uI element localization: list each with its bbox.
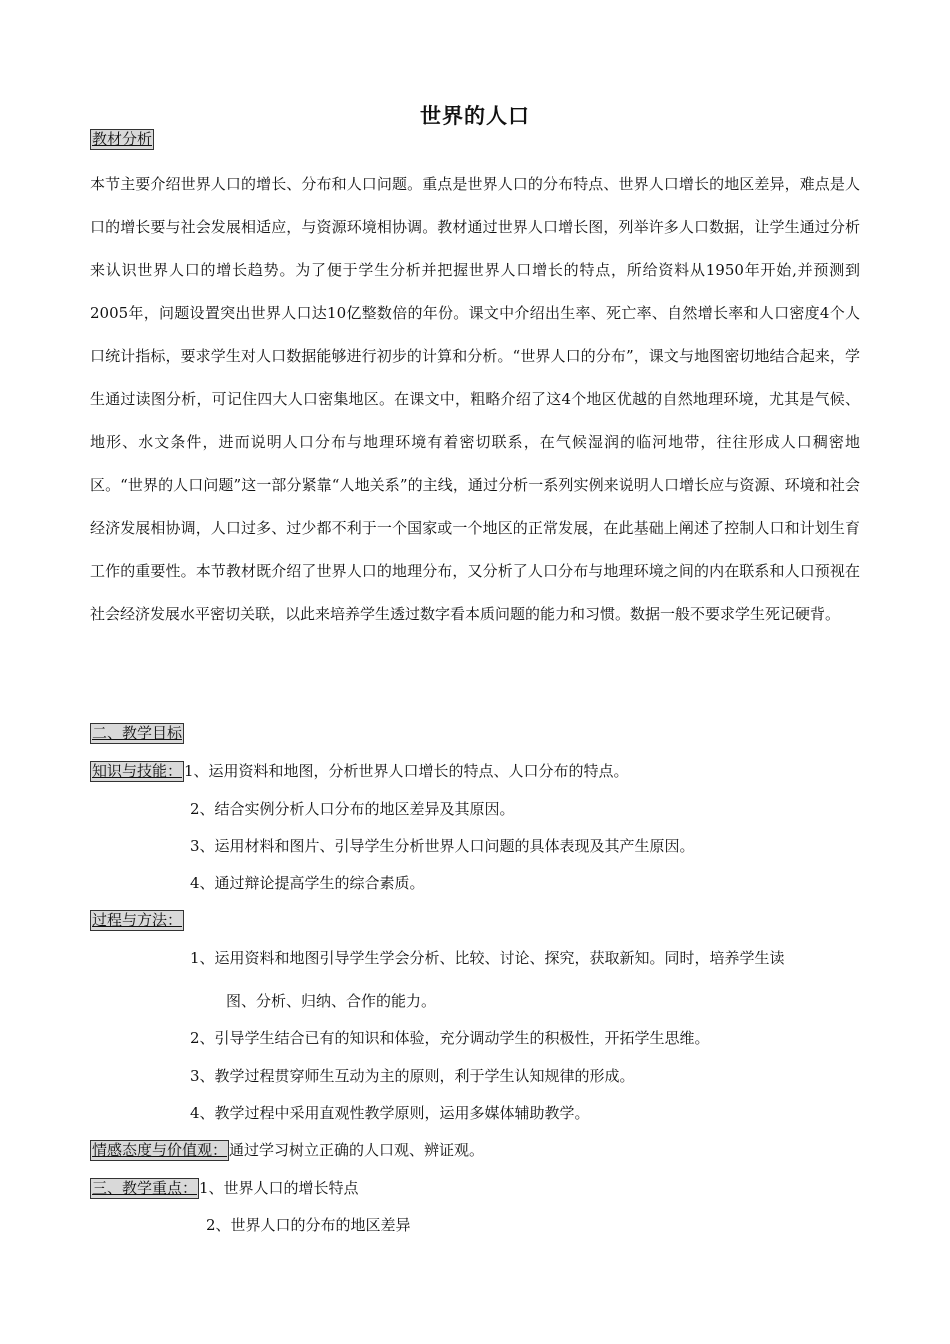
teaching-focus-row [90,1178,359,1199]
knowledge-skills-row [90,761,629,782]
list-item: 3、运用材料和图片、引导学生分析世界人口问题的具体表现及其产生原因。 [190,837,695,855]
section-heading-teaching-goals [90,723,184,744]
teaching-focus-label: 三、教学重点： [92,1179,198,1197]
attitude-values-row [90,1140,484,1161]
process-methods-heading [90,910,184,931]
list-item: 1、世界人口的增长特点 [199,1179,359,1197]
list-item: 4、通过辩论提高学生的综合素质。 [190,874,425,892]
process-methods-label: 过程与方法： [92,911,183,929]
heading-label: 二、教学目标 [92,724,183,742]
list-item: 2、引导学生结合已有的知识和体验，充分调动学生的积极性，开拓学生思维。 [190,1029,710,1047]
textbook-analysis-paragraph: 本节主要介绍世界人口的增长、分布和人口问题。重点是世界人口的分布特点、世界人口增长的地区差异，难点是人口的增长要与社会发展相适应，与资源环境相协调。教材通过世界人口增长图，列举许多人口数据，让学生通过分析来认识世界人口的增长趋势。为了便于学生分析并把握世界人口增长的特点，所给资料从1950年开始,并预测到2005年，问题设置突出世界人口达10亿整数倍的年份。课文中介绍出生率、死亡率、自然增长率和人口密度4个人口统计指标，要求学生对人口数据能够进行初步的计算和分析。“世界人口的分布”，课文与地图密切地结合起来，学生通过读图分析，可记住四大人口密集地区。在课文中，粗略介绍了这4个地区优越的自然地理环境，尤其是气候、地形、水文条件，进而说明人口分布与地理环境有着密切联系，在气候湿润的临河地带，往往形成人口稠密地区。“世界的人口问题”这一部分紧靠“人地关系”的主线，通过分析一系列实例来说明人口增长应与资源、环境和社会经济发展相协调，人口过多、过少都不利于一个国家或一个地区的正常发展，在此基础上阐述了控制人口和计划生育工作的重要性。本节教材既介绍了世界人口的地理分布，又分析了人口分布与地理环境之间的内在联系和人口预视在社会经济发展水平密切关联，以此来培养学生透过数字看本质问题的能力和习惯。数据一般不要求学生死记硬背。 [90,175,860,623]
list-item: 1、运用资料和地图引导学生学会分析、比较、讨论、探究，获取新知。同时，培养学生读 [190,949,785,967]
list-item: 3、教学过程贯穿师生互动为主的原则，利于学生认知规律的形成。 [190,1067,635,1085]
list-item: 1、运用资料和地图，分析世界人口增长的特点、人口分布的特点。 [184,762,629,780]
section-heading-textbook-analysis [90,129,154,150]
document-title: 世界的人口 [420,104,530,128]
heading-label: 教材分析 [92,130,153,148]
list-item-continuation: 图、分析、归纳、合作的能力。 [226,992,437,1010]
knowledge-skills-label: 知识与技能： [92,762,183,780]
list-item: 4、教学过程中采用直观性教学原则，运用多媒体辅助教学。 [190,1104,590,1122]
list-item: 2、结合实例分析人口分布的地区差异及其原因。 [190,800,515,818]
list-item: 2、世界人口的分布的地区差异 [206,1216,411,1234]
attitude-values-text: 通过学习树立正确的人口观、辨证观。 [229,1141,485,1159]
attitude-values-label: 情感态度与价值观： [92,1141,228,1159]
